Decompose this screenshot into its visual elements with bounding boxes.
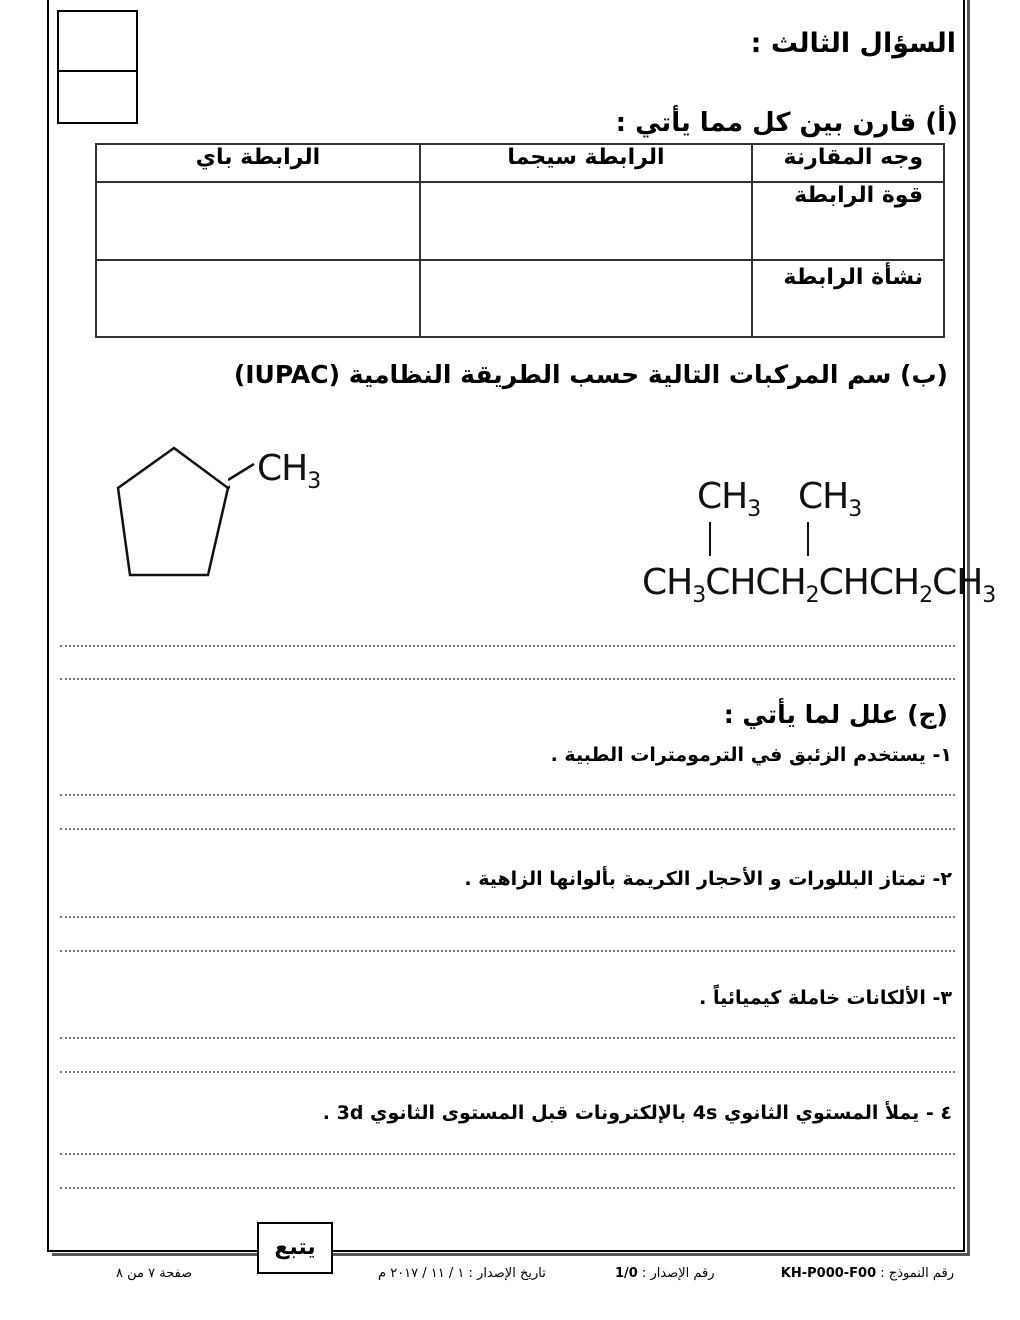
footer-page-number: صفحة ٧ من ٨ (116, 1266, 193, 1281)
footer-version: رقم الإصدار : 1/0 (615, 1266, 715, 1281)
methyl-bond (228, 460, 258, 490)
score-box (57, 10, 138, 124)
answer-cell[interactable] (96, 260, 420, 337)
answer-cell[interactable] (420, 260, 752, 337)
header-sigma-bond: الرابطة سيجما (420, 144, 752, 182)
question-item-4: ٤ - يملأ المستوي الثانوي 4s بالإلكترونات قبل المستوى الثانوي 3d . (322, 1102, 952, 1124)
continue-label: يتبع (257, 1222, 333, 1274)
branch-methyl-2: $CH_3$ (798, 476, 862, 522)
answer-line[interactable] (60, 828, 955, 830)
answer-line[interactable] (60, 1153, 955, 1155)
answer-line[interactable] (60, 678, 955, 680)
cyclopentane-ring (110, 440, 230, 585)
row-label-bond-formation: نشأة الرابطة (752, 260, 944, 337)
branch-bonds (700, 520, 820, 560)
main-chain: $CH_3CHCH_2CHCH_2CH_3$ (642, 562, 996, 608)
branch-methyl-1: $CH_3$ (697, 476, 761, 522)
answer-line[interactable] (60, 916, 955, 918)
part-a-instruction: (أ) قارن بين كل مما يأتي : (615, 108, 958, 138)
question-title: السؤال الثالث : (750, 28, 956, 59)
answer-line[interactable] (60, 950, 955, 952)
answer-cell[interactable] (96, 182, 420, 260)
header-pi-bond: الرابطة باي (96, 144, 420, 182)
row-label-bond-strength: قوة الرابطة (752, 182, 944, 260)
footer-form-number: رقم النموذج : KH-P000-F00 (780, 1266, 954, 1281)
answer-line[interactable] (60, 794, 955, 796)
answer-line[interactable] (60, 1037, 955, 1039)
answer-line[interactable] (60, 645, 955, 647)
footer-issue-date: تاريخ الإصدار : ١ / ١١ / ٢٠١٧ م (378, 1266, 546, 1281)
methyl-group: $CH_3$ (257, 448, 321, 494)
header-comparison-aspect: وجه المقارنة (752, 144, 944, 182)
question-item-2: ٢- تمتاز البللورات و الأحجار الكريمة بألوانها الزاهية . (464, 868, 952, 890)
answer-cell[interactable] (420, 182, 752, 260)
part-b-instruction: (ب) سم المركبات التالية حسب الطريقة النظامية (IUPAC) (233, 360, 948, 389)
question-item-1: ١- يستخدم الزئبق في الترمومترات الطبية . (550, 744, 952, 766)
question-item-3: ٣- الألكانات خاملة كيميائياً . (699, 987, 952, 1009)
part-c-instruction: (ج) علل لما يأتي : (723, 700, 948, 729)
answer-line[interactable] (60, 1187, 955, 1189)
comparison-table (95, 143, 945, 338)
answer-line[interactable] (60, 1071, 955, 1073)
